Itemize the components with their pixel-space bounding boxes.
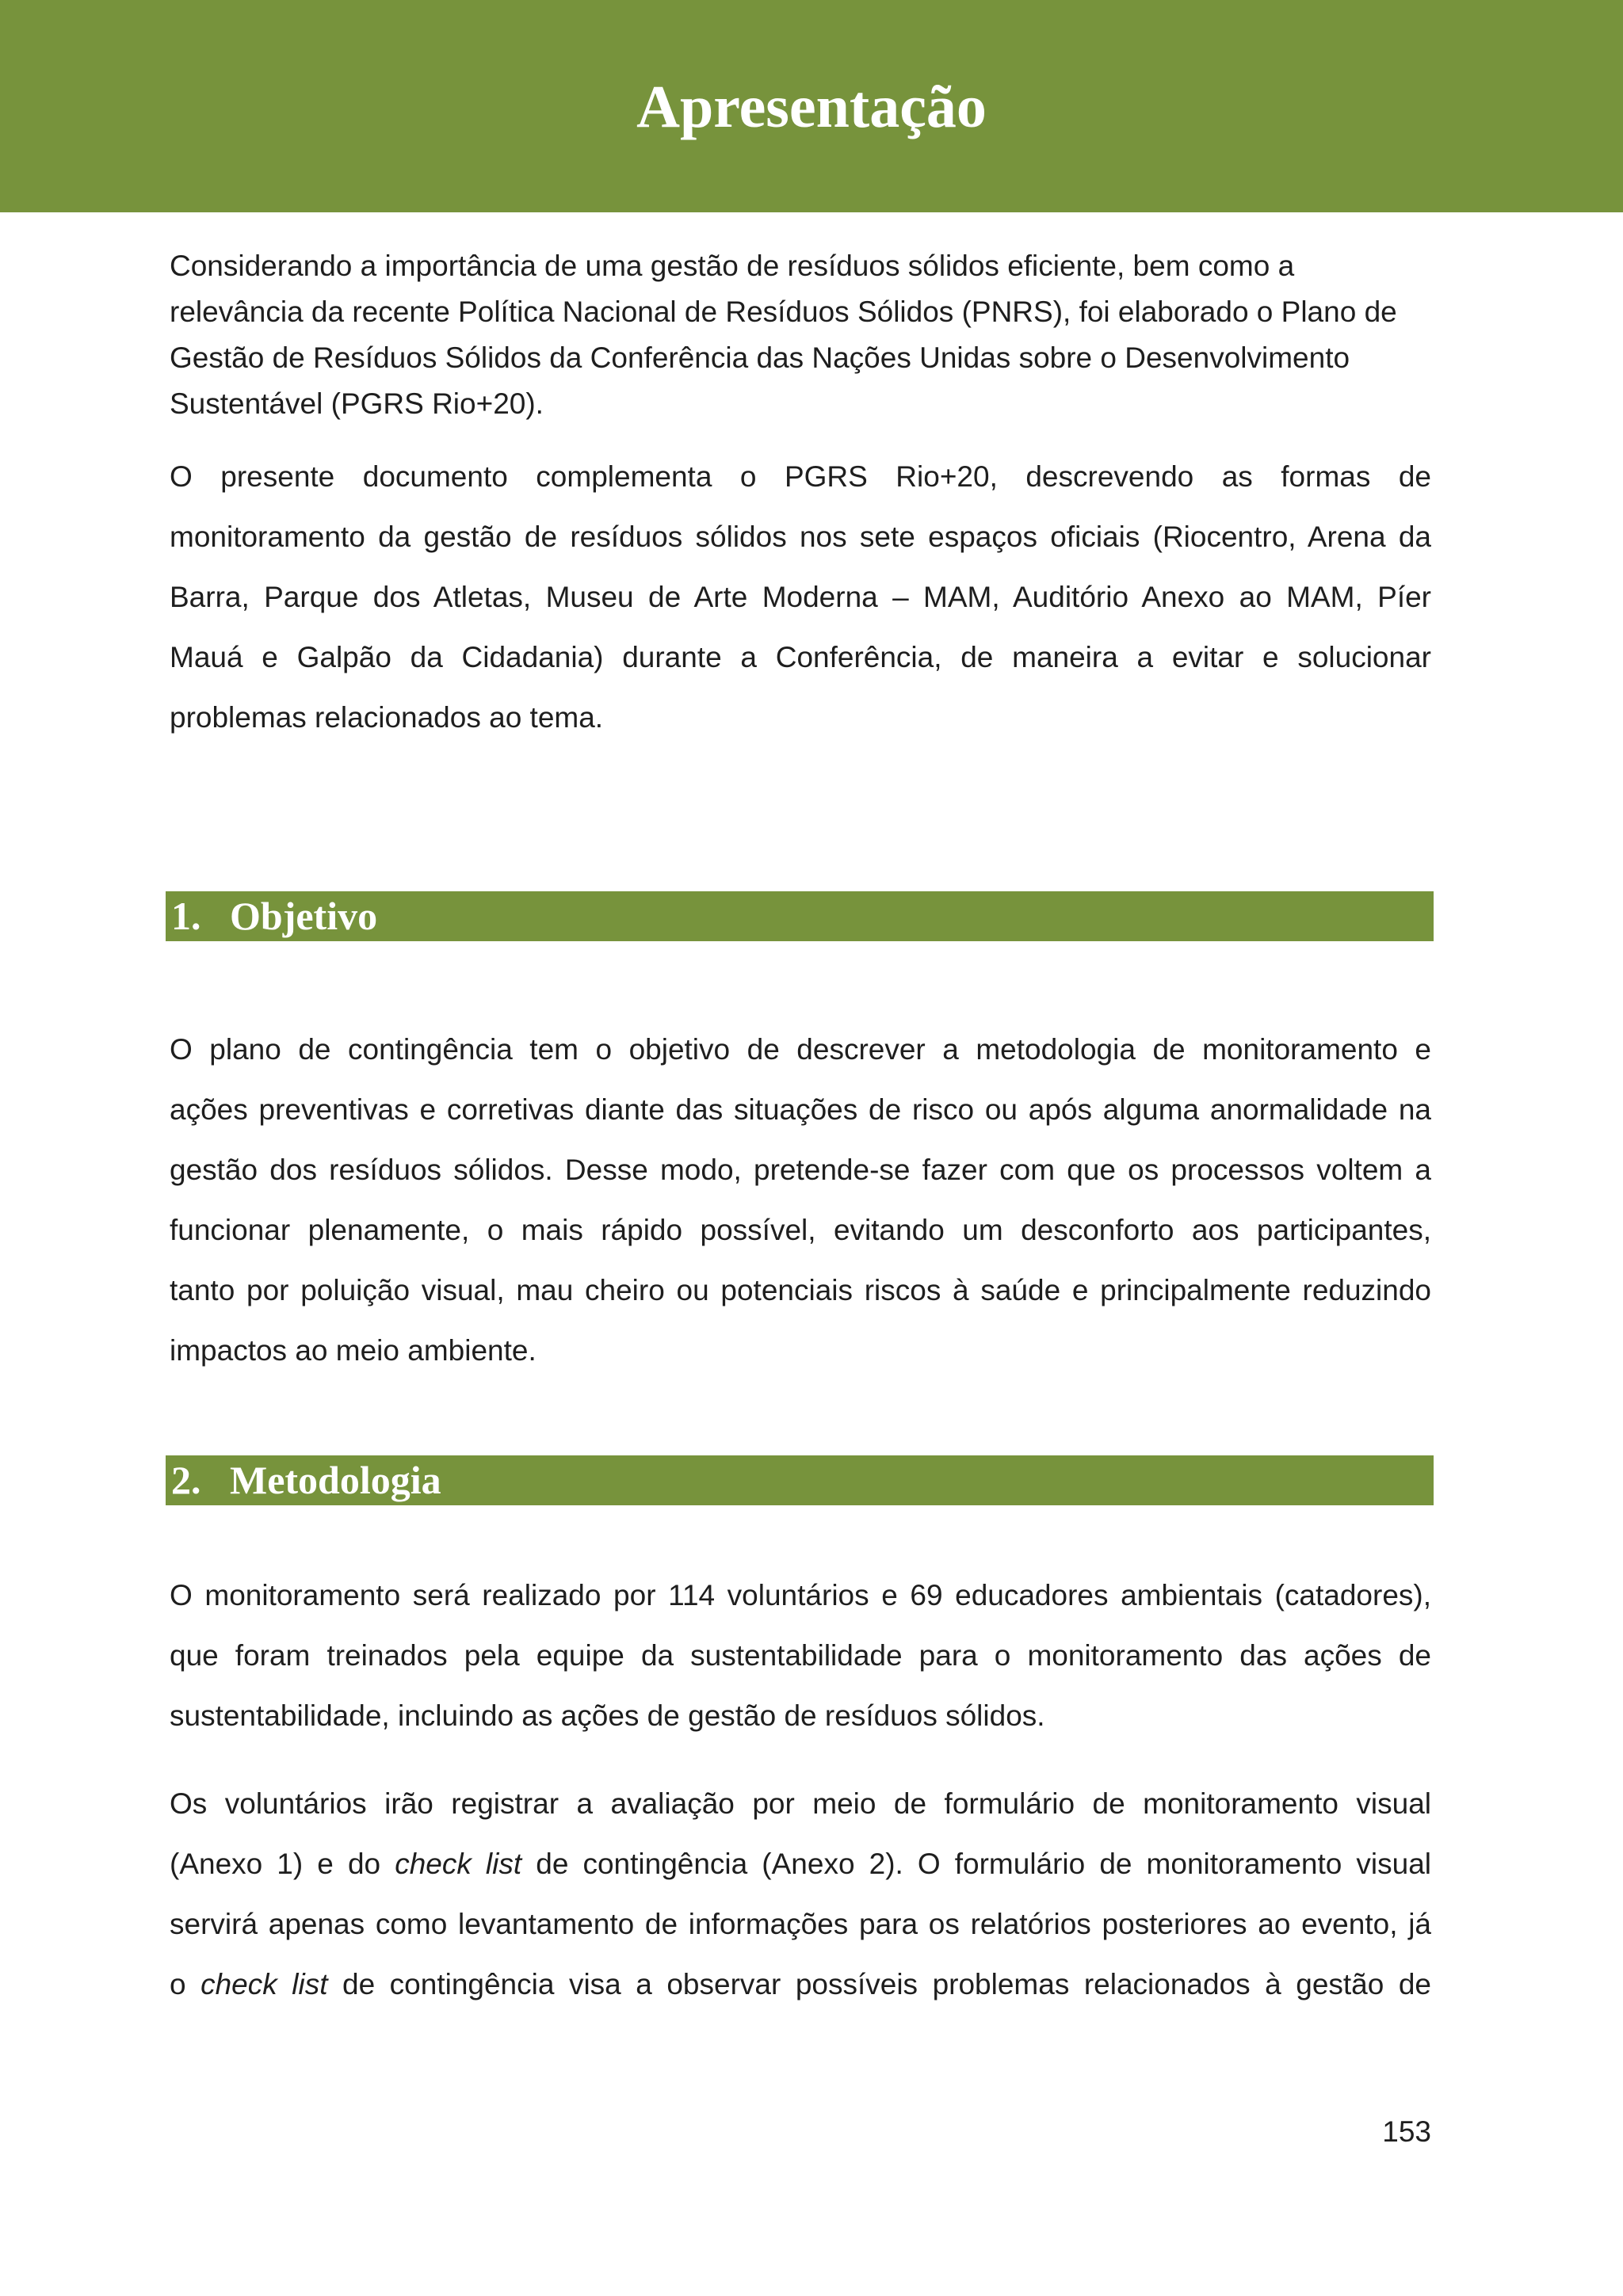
section-paragraph	[170, 1020, 1431, 1381]
paragraph-line: impactos ao meio ambiente.	[170, 1334, 537, 1367]
paragraph-line: tanto por poluição visual, mau cheiro ou potenciais riscos à saúde e principalmente reduzindo	[170, 1274, 1431, 1306]
intro-paragraph	[170, 447, 1431, 748]
line-text: o	[170, 1968, 201, 2000]
paragraph-line: servirá apenas como levantamento de informações para os relatórios posteriores ao evento, já	[170, 1908, 1431, 1940]
paragraph-line: problemas relacionados ao tema.	[170, 701, 604, 734]
paragraph-line: O monitoramento será realizado por 114 voluntários e 69 educadores ambientais (catadores),	[170, 1579, 1431, 1611]
paragraph-line: funcionar plenamente, o mais rápido possível, evitando um desconforto aos participantes,	[170, 1214, 1431, 1246]
paragraph-line: gestão dos resíduos sólidos. Desse modo, pretende-se fazer com que os processos voltem a	[170, 1154, 1431, 1186]
paragraph-line: que foram treinados pela equipe da sustentabilidade para o monitoramento das ações de	[170, 1639, 1431, 1672]
paragraph-line: sustentabilidade, incluindo as ações de gestão de resíduos sólidos.	[170, 1699, 1045, 1732]
paragraph-line: monitoramento da gestão de resíduos sólidos nos sete espaços oficiais (Riocentro, Arena da	[170, 521, 1431, 553]
section-heading-metodologia	[166, 1455, 1434, 1505]
paragraph-line: Os voluntários irão registrar a avaliação por meio de formulário de monitoramento visual	[170, 1787, 1431, 1820]
paragraph-line: relevância da recente Política Nacional de Resíduos Sólidos (PNRS), foi elaborado o Plano de	[170, 296, 1397, 328]
paragraph-line: Gestão de Resíduos Sólidos da Conferência das Nações Unidas sobre o Desenvolvimento	[170, 341, 1350, 374]
header-band	[0, 0, 1623, 212]
paragraph-line: O presente documento complementa o PGRS Rio+20, descrevendo as formas de	[170, 460, 1431, 493]
section-title: Metodologia	[230, 1458, 441, 1502]
paragraph-line: Considerando a importância de uma gestão de resíduos sólidos eficiente, bem como a	[170, 250, 1295, 282]
line-text: (Anexo 1) e do	[170, 1848, 395, 1880]
paragraph-line: O plano de contingência tem o objetivo de descrever a metodologia de monitoramento e	[170, 1033, 1431, 1066]
section-paragraph	[170, 1566, 1431, 1746]
page-title: Apresentação	[636, 74, 987, 140]
paragraph-line: ações preventivas e corretivas diante das situações de risco ou após alguma anormalidade na	[170, 1093, 1431, 1126]
paragraph-line	[170, 1834, 1431, 1894]
section-number: 1.	[171, 894, 201, 938]
section-number: 2.	[171, 1458, 201, 1502]
paragraph-line: Mauá e Galpão da Cidadania) durante a Conferência, de maneira a evitar e solucionar	[170, 641, 1431, 673]
paragraph-line: Barra, Parque dos Atletas, Museu de Arte Moderna – MAM, Auditório Anexo ao MAM, Píer	[170, 581, 1431, 613]
emphasis-text: check list	[200, 1968, 328, 2000]
line-text: de contingência (Anexo 2). O formulário de monitoramento visual	[521, 1848, 1432, 1880]
page-number: 153	[1382, 2115, 1431, 2148]
section-title: Objetivo	[230, 894, 378, 938]
paragraph-line	[170, 1955, 1431, 2015]
paragraph-line: Sustentável (PGRS Rio+20).	[170, 387, 544, 420]
section-paragraph	[170, 1774, 1431, 2015]
line-text: de contingência visa a observar possíveis problemas relacionados à gestão de	[327, 1968, 1431, 2000]
emphasis-text: check list	[395, 1848, 522, 1880]
section-heading-objetivo	[166, 891, 1434, 941]
intro-paragraph	[170, 243, 1431, 427]
